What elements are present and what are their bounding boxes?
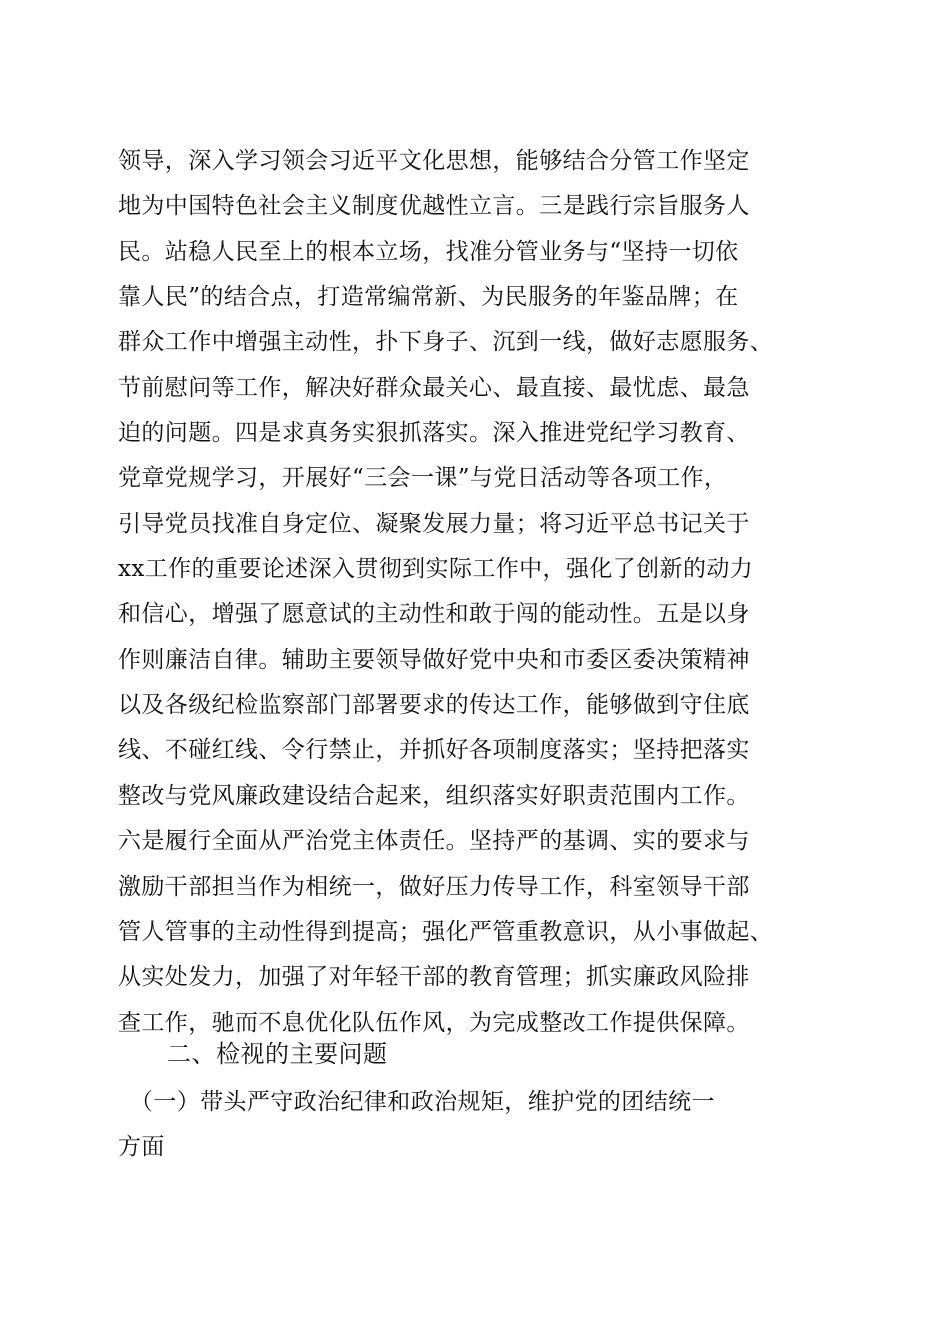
text-line: 管人管事的主动性得到提高；强化严管重教意识，从小事做起、 [118, 918, 774, 945]
text-line: 作则廉洁自律。辅助主要领导做好党中央和市委区委决策精神 [118, 646, 750, 673]
subsection-heading [118, 1080, 858, 1171]
text-line: 领导，深入学习领会习近平文化思想，能够结合分管工作坚定 [118, 148, 750, 174]
text-line: 靠人民”的结合点，打造常编常新、为民服务的年鉴品牌；在 [118, 284, 739, 311]
section-heading: 二、检视的主要问题 [167, 1040, 388, 1068]
text-line: 和信心，增强了愿意试的主动性和敢于闯的能动性。五是以身 [118, 601, 750, 628]
text-line: 从实处发力，加强了对年轻干部的教育管理；抓实廉政风险排 [118, 964, 750, 991]
text-line: 以及各级纪检监察部门部署要求的传达工作，能够做到守住底 [118, 692, 750, 719]
text-line: 线、不碰红线、令行禁止，并抓好各项制度落实；坚持把落实 [118, 737, 750, 764]
text-line: 整改与党风廉政建设结合起来，组织落实好职责范围内工作。 [118, 782, 750, 809]
text-line: 迫的问题。四是求真务实狠抓落实。深入推进党纪学习教育、 [118, 420, 750, 447]
text-line: 引导党员找准自身定位、凝聚发展力量；将习近平总书记关于 [118, 510, 750, 537]
text-line: 群众工作中增强主动性，扑下身子、沉到一线，做好志愿服务、 [118, 329, 774, 356]
text-line: 民。站稳人民至上的根本立场，找准分管业务与“坚持一切依 [118, 238, 739, 265]
text-line: 党章党规学习，开展好“三会一课”与党日活动等各项工作， [118, 465, 728, 492]
subsection-heading-line: （一）带头严守政治纪律和政治规矩，维护党的团结统一 [118, 1089, 715, 1115]
text-line: 节前慰问等工作，解决好群众最关心、最直接、最忧虑、最急 [118, 374, 750, 401]
text-line: 查工作，驰而不息优化队伍作风，为完成整改工作提供保障。 [118, 1009, 750, 1036]
text-line: 六是履行全面从严治党主体责任。坚持严的基调、实的要求与 [118, 828, 750, 855]
text-line: 地为中国特色社会主义制度优越性立言。三是践行宗旨服务人 [118, 193, 750, 220]
text-line: xx工作的重要论述深入贯彻到实际工作中，强化了创新的动力 [118, 556, 754, 583]
text-line: 激励干部担当作为相统一，做好压力传导工作，科室领导干部 [118, 873, 750, 900]
subsection-heading-line: 方面 [118, 1134, 165, 1161]
body-text [118, 139, 858, 1046]
